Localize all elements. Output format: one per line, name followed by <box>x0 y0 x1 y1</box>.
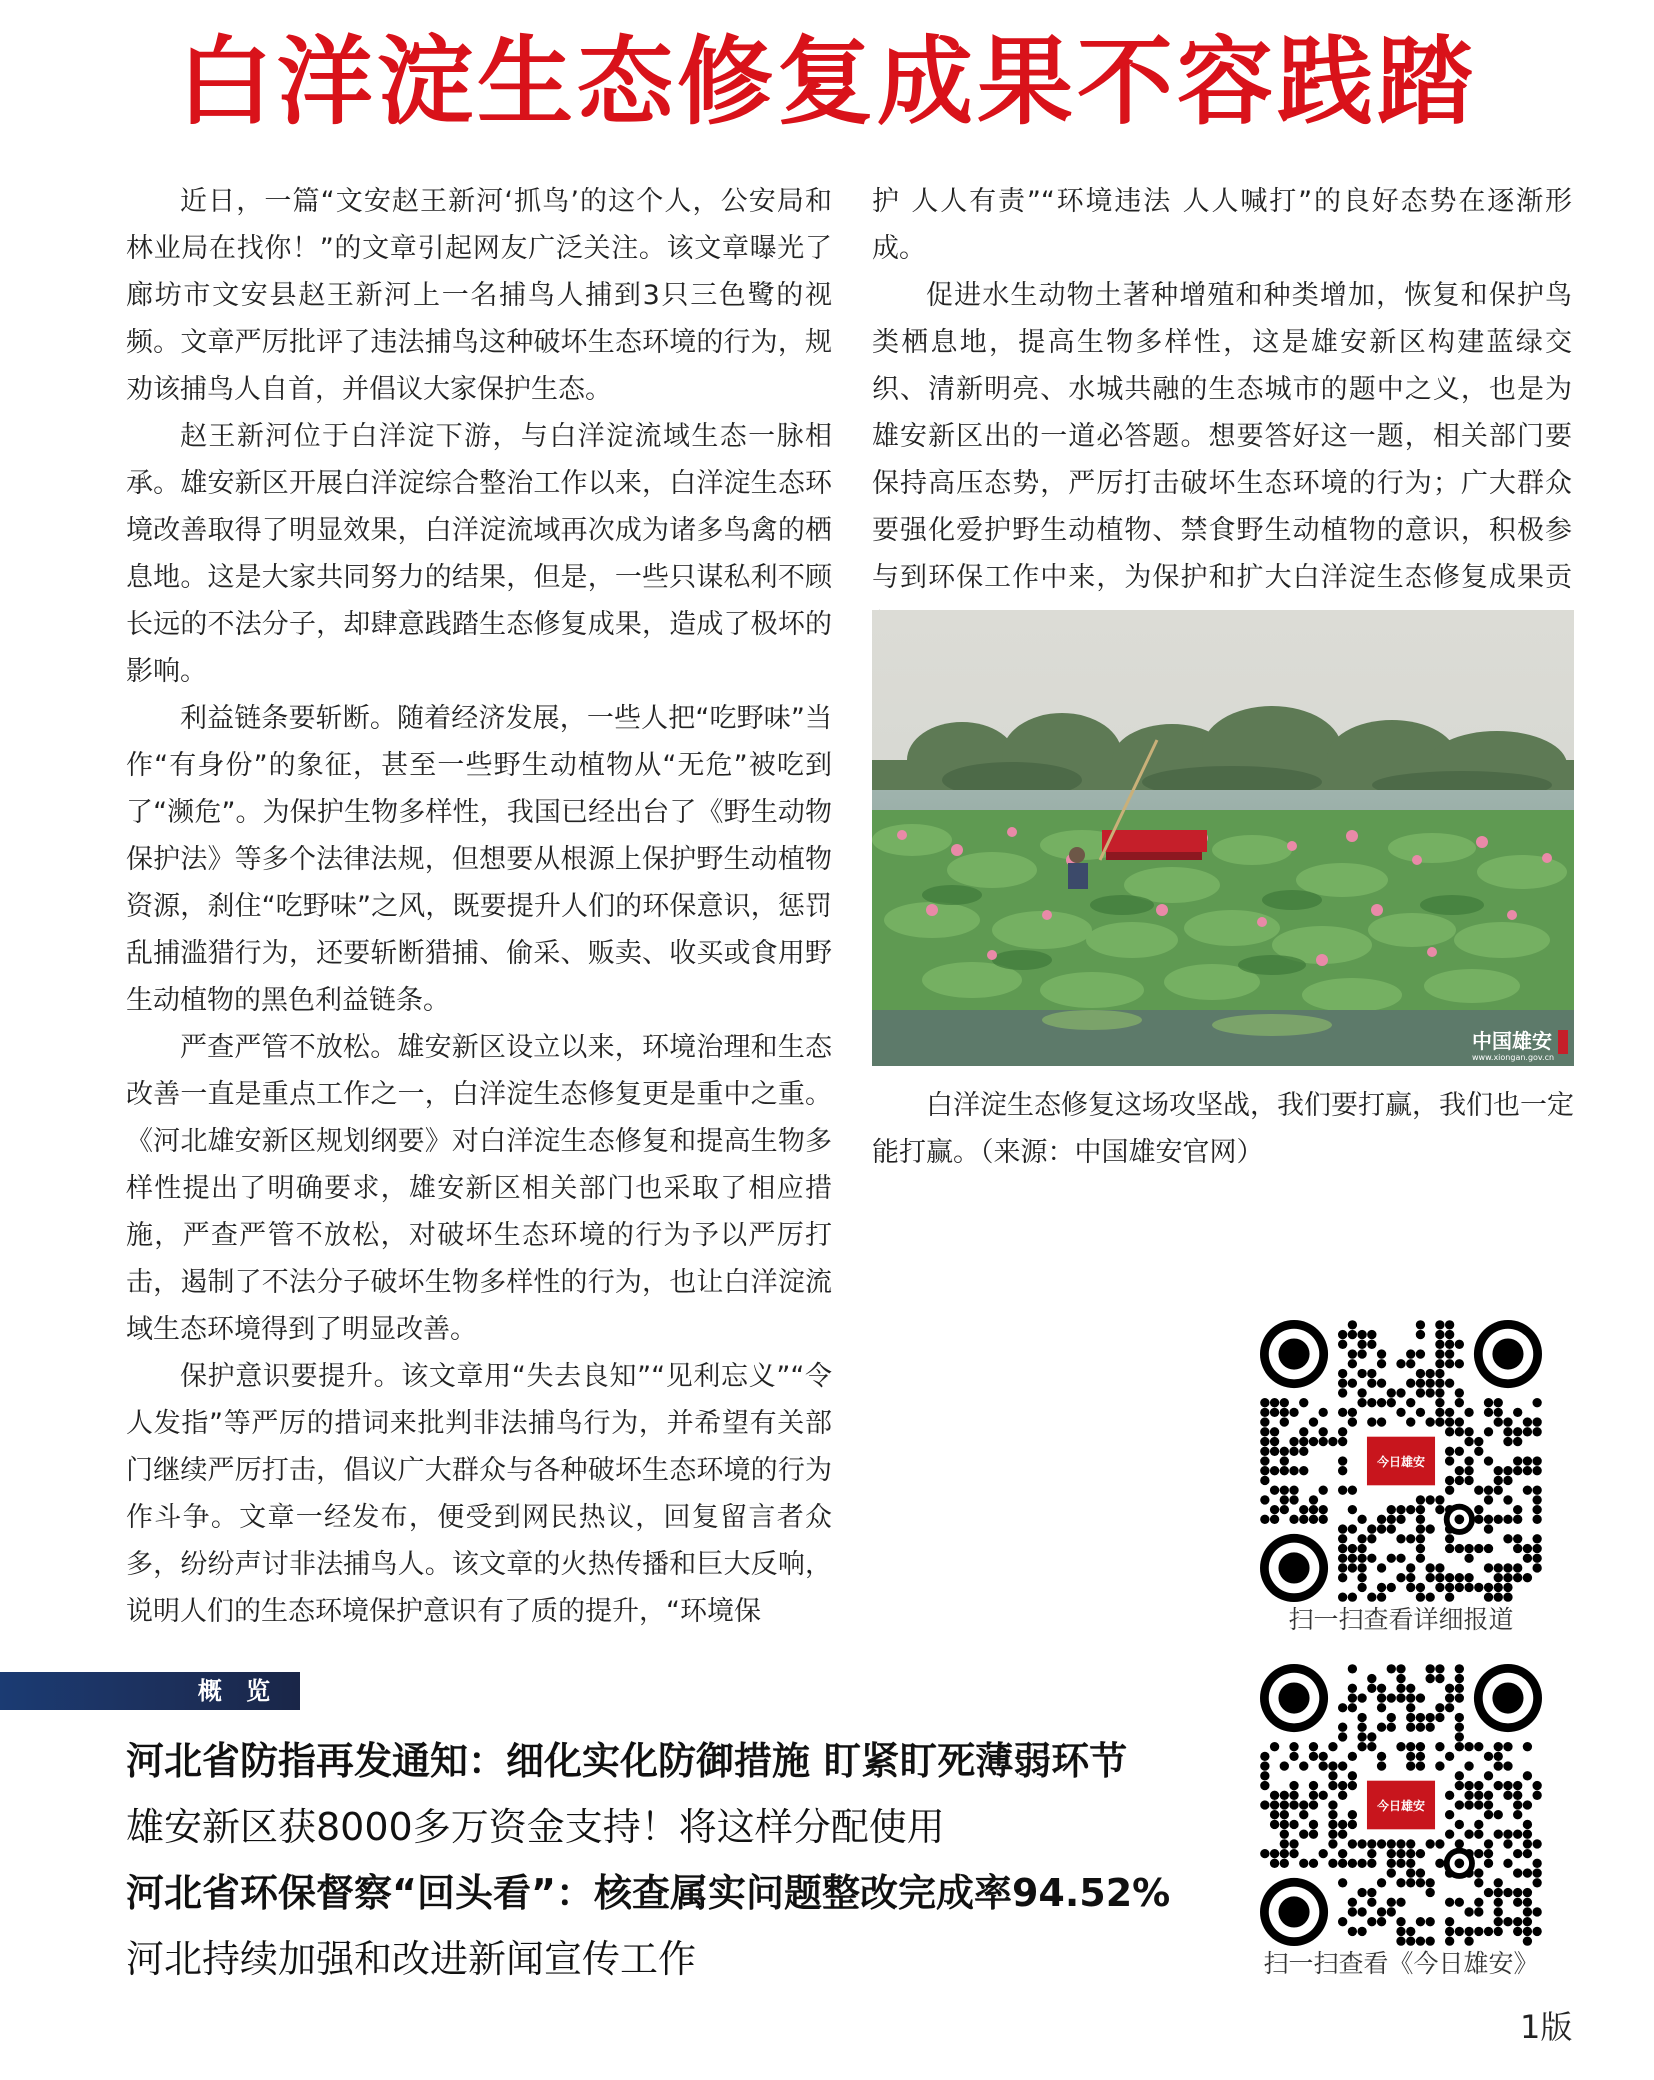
article-left-column <box>126 178 832 1635</box>
news-link[interactable]: 河北省环保督察“回头看”：核查属实问题整改完成率94.52% <box>126 1871 1171 1915</box>
article-paragraph: 严查严管不放松。雄安新区设立以来，环境治理和生态改善一直是重点工作之一，白洋淀生态修复更是重中之重。《河北雄安新区规划纲要》对白洋淀生态修复和提高生物多样性提出了明确要求，雄安新区相关部门也采取了相应措施，严查严管不放松，对破坏生态环境的行为予以严厉打击，遏制了不法分子破坏生物多样性的行为，也让白洋淀流域生态环境得到了明显改善。 <box>126 1032 832 1345</box>
qr-caption-today-xiongan: 扫一扫查看《今日雄安》 <box>1263 1949 1539 1978</box>
news-link[interactable]: 河北持续加强和改进新闻宣传工作 <box>126 1937 697 1981</box>
article-paragraph: 赵王新河位于白洋淀下游，与白洋淀流域生态一脉相承。雄安新区开展白洋淀综合整治工作以来，白洋淀生态环境改善取得了明显效果，白洋淀流域再次成为诸多鸟禽的栖息地。这是大家共同努力的结果，但是，一些只谋私利不顾长远的不法分子，却肆意践踏生态修复成果，造成了极坏的影响。 <box>126 421 832 687</box>
photo-caption <box>872 1082 1574 1176</box>
photo-watermark: 中国雄安 <box>1472 1029 1552 1053</box>
article-paragraph: 近日，一篇“文安赵王新河‘抓鸟’的这个人，公安局和林业局在找你！”的文章引起网友广泛关注。该文章曝光了廊坊市文安县赵王新河上一名捕鸟人捕到3只三色鹭的视频。文章严厉批评了违法捕鸟这种破坏生态环境的行为，规劝该捕鸟人自首，并倡议大家保护生态。 <box>126 186 832 405</box>
news-link[interactable]: 河北省防指再发通知：细化实化防御措施 盯紧盯死薄弱环节 <box>126 1739 1128 1783</box>
page-headline: 白洋淀生态修复成果不容践踏 <box>177 25 1477 138</box>
overview-band <box>0 1672 300 1710</box>
qr-pattern <box>1260 1664 1542 1946</box>
article-right-column <box>872 178 1572 648</box>
qr-logo-label: 今日雄安 <box>1376 1454 1426 1469</box>
article-paragraph: 促进水生动物土著种增殖和种类增加，恢复和保护鸟类栖息地，提高生物多样性，这是雄安新区构建蓝绿交织、清新明亮、水城共融的生态城市的题中之义，也是为雄安新区出的一道必答题。想要答好这一题，相关部门要保持高压态势，严厉打击破坏生态环境的行为；广大群众要强化爱护野生动植物、禁食野生动植物的意识，积极参与到环保工作中来，为保护和扩大白洋淀生态修复成果贡 <box>872 280 1572 593</box>
photo-watermark-url: www.xiongan.gov.cn <box>1472 1053 1555 1062</box>
qr-logo-label: 今日雄安 <box>1376 1798 1426 1813</box>
qr-code-today-xiongan[interactable] <box>1260 1664 1542 1946</box>
news-link[interactable]: 雄安新区获8000多万资金支持！将这样分配使用 <box>126 1805 945 1849</box>
article-paragraph: 保护意识要提升。该文章用“失去良知”“见利忘义”“令人发指”等严厉的措词来批判非法捕鸟行为，并希望有关部门继续严厉打击，倡议广大群众与各种破坏生态环境的行为作斗争。文章一经发布，便受到网民热议，回复留言者众多，纷纷声讨非法捕鸟人。该文章的火热传播和巨大反响，说明人们的生态环境保护意识有了质的提升，“环境保 <box>126 1361 832 1627</box>
qr-code-detail-report[interactable] <box>1260 1320 1542 1602</box>
article-paragraph: 利益链条要斩断。随着经济发展，一些人把“吃野味”当作“有身份”的象征，甚至一些野生动植物从“无危”被吃到了“濒危”。为保护生物多样性，我国已经出台了《野生动物保护法》等多个法律法规，但想要从根源上保护野生动植物资源，刹住“吃野味”之风，既要提升人们的环保意识，惩罚乱捕滥猎行为，还要斩断猎捕、偷采、贩卖、收买或食用野生动植物的黑色利益链条。 <box>126 703 832 1016</box>
overview-label: 概 览 <box>197 1677 279 1705</box>
qr-pattern <box>1260 1320 1542 1602</box>
photo-caption-text: 白洋淀生态修复这场攻坚战，我们要打赢，我们也一定能打赢。（来源：中国雄安官网） <box>872 1090 1574 1168</box>
lotus-pond-photo <box>872 610 1574 1066</box>
article-paragraph-continuation: 护 人人有责”“环境违法 人人喊打”的良好态势在逐渐形成。 <box>872 186 1572 264</box>
page-number: 1版 <box>1520 2008 1573 2046</box>
qr-caption-detail: 扫一扫查看详细报道 <box>1288 1605 1514 1634</box>
